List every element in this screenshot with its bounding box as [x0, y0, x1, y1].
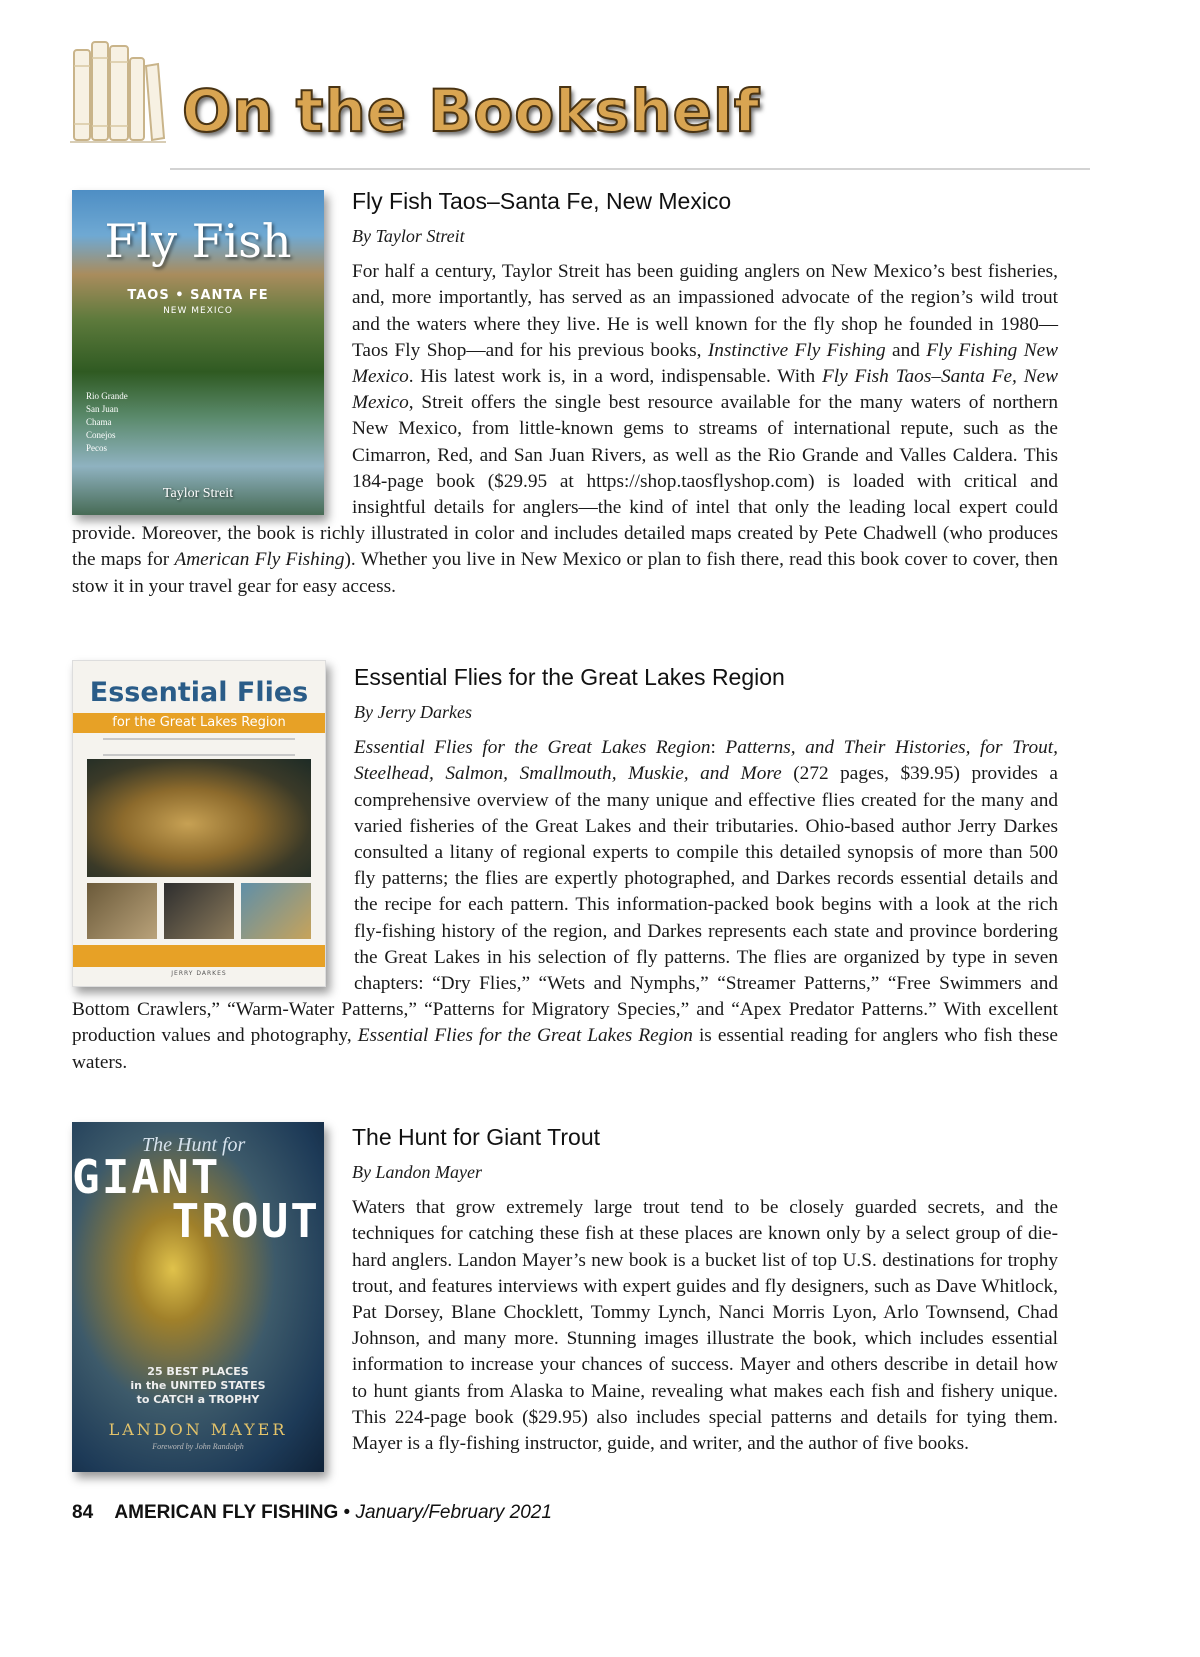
- page-number: 84: [72, 1502, 94, 1523]
- cover-pretitle: The Hunt for: [142, 1134, 246, 1156]
- cover-river: Rio Grande: [86, 391, 128, 401]
- book-review: [72, 662, 1058, 1076]
- review-body: Essential Flies for the Great Lakes Region: Patterns, and Their Histories, for Trout, Steelhead, Salmon, Smallmouth, Muskie, and More (272 pages, $39.95) provides a comprehensive overview of the many unique and effective flies created for the many and varied fisheries of the Great Lakes and their tributaries. Ohio-based author Jerry Darkes consulted a litany of regional experts to compile this detailed synopsis of more than 500 fly patterns; the flies are expertly photographed, and Darkes records essential details and the recipe for each pattern. This information-packed book begins with a look at the rich fly-fishing history of the region, and Darkes represents each state and province bordering the Great Lakes in his selection of fly patterns. The flies are organized by type in seven chapters: “Dry Flies,” “Wets and Nymphs,” “Streamer Patterns,” “Free Swimmers and Bottom Crawlers,” “Warm-Water Patterns,” “Patterns for Migratory Species,” and “Apex Predator Patterns.” With excellent production values and photography, Essential Flies for the Great Lakes Region is essential reading for anglers who fish these waters.: [72, 737, 1058, 1073]
- review-body: Waters that grow extremely large trout tend to be closely guarded secrets, and the techniques for catching these fish at these places are known only by a select group of die-hard anglers. Landon Mayer’s new book is a bucket list of top U.S. destinations for trophy trout, and features interviews with expert guides and fly designers, such as Dave Whitlock, Pat Dorsey, Blane Chocklett, Tommy Lynch, Nanci Morris Lyon, Arlo Townsend, Chad Johnson, and many more. Stunning images illustrate the book, which includes essential information to increase your chances of success. Mayer and others describe in detail how to hunt giants from Alaska to Maine, revealing what makes each fish and fishery unique. This 224-page book ($29.95) also includes special patterns and details for tying them. Mayer is a fly-fishing instructor, guide, and writer, and the author of five books.: [352, 1197, 1058, 1455]
- book-title: Essential Flies for the Great Lakes Region: [354, 664, 785, 690]
- header-divider: [170, 168, 1090, 170]
- cover-title: Fly Fish: [104, 214, 292, 268]
- book-cover-fly-fish: [72, 190, 324, 515]
- cover-rivers: [86, 390, 166, 455]
- cover-title-line1: GIANT: [72, 1150, 221, 1204]
- cover-trout-photo: [87, 759, 311, 877]
- page-header: [70, 36, 1090, 172]
- page-title: On the Bookshelf: [182, 77, 761, 145]
- cover-region: NEW MEXICO: [163, 306, 233, 316]
- cover-river: Pecos: [86, 443, 107, 453]
- book-title: Fly Fish Taos–Santa Fe, New Mexico: [352, 188, 732, 214]
- cover-subtitle-rule: [103, 738, 295, 756]
- issue-date: January/February 2021: [355, 1502, 552, 1523]
- book-author: By Landon Mayer: [352, 1161, 482, 1182]
- cover-subtitle: for the Great Lakes Region: [112, 715, 286, 730]
- cover-author: JERRY DARKES: [171, 970, 227, 977]
- books-icon: [70, 36, 166, 146]
- cover-thumbnail: [87, 883, 157, 939]
- book-title: The Hunt for Giant Trout: [352, 1124, 601, 1150]
- cover-title-line2: TROUT: [171, 1194, 320, 1248]
- cover-river: San Juan: [86, 404, 119, 414]
- cover-author: Taylor Streit: [162, 486, 234, 501]
- cover-band: [73, 945, 325, 967]
- magazine-name: AMERICAN FLY FISHING: [114, 1502, 339, 1523]
- footer-separator: •: [343, 1502, 351, 1523]
- book-review: [72, 1122, 1058, 1472]
- cover-river: Chama: [86, 417, 112, 427]
- cover-river: Conejos: [86, 430, 116, 440]
- book-author: By Jerry Darkes: [354, 701, 472, 722]
- cover-tagline: 25 BEST PLACES in the UNITED STATES to CATCH a TROPHY: [130, 1365, 266, 1406]
- cover-author: LANDON MAYER: [108, 1420, 288, 1439]
- book-review: [72, 186, 1058, 600]
- cover-title: Essential Flies: [89, 677, 309, 708]
- page-footer: [72, 1502, 552, 1524]
- book-cover-essential-flies: [72, 660, 326, 987]
- book-cover-giant-trout: [72, 1122, 324, 1472]
- cover-thumbnail: [164, 883, 234, 939]
- review-body: For half a century, Taylor Streit has been guiding anglers on New Mexico’s best fisheries, and, more importantly, has served as an impassioned advocate of the region’s wild trout and the waters where they live. He is well known for the fly shop he founded in 1980—Taos Fly Shop—and for his previous books, Instinctive Fly Fishing and Fly Fishing New Mexico. His latest work is, in a word, indispensable. With Fly Fish Taos–Santa Fe, New Mexico, Streit offers the single best resource available for the many waters of northern New Mexico, from little-known gems to streams of international repute, such as the Cimarron, Red, and San Juan Rivers, as well as the Rio Grande and Valles Caldera. This 184-page book ($29.95 at https://shop.taosflyshop.com) is loaded with critical and insightful details for anglers—the kind of intel that only the leading local expert could provide. Moreover, the book is richly illustrated in color and includes detailed maps created by Pete Chadwell (who produces the maps for American Fly Fishing). Whether you live in New Mexico or plan to fish there, read this book cover to cover, then stow it in your travel gear for easy access.: [72, 261, 1059, 597]
- book-author: By Taylor Streit: [352, 225, 465, 246]
- cover-subtitle: TAOS • SANTA FE: [127, 288, 269, 303]
- cover-thumbnail: [241, 883, 311, 939]
- cover-foreword: Foreword by John Randolph: [152, 1442, 244, 1451]
